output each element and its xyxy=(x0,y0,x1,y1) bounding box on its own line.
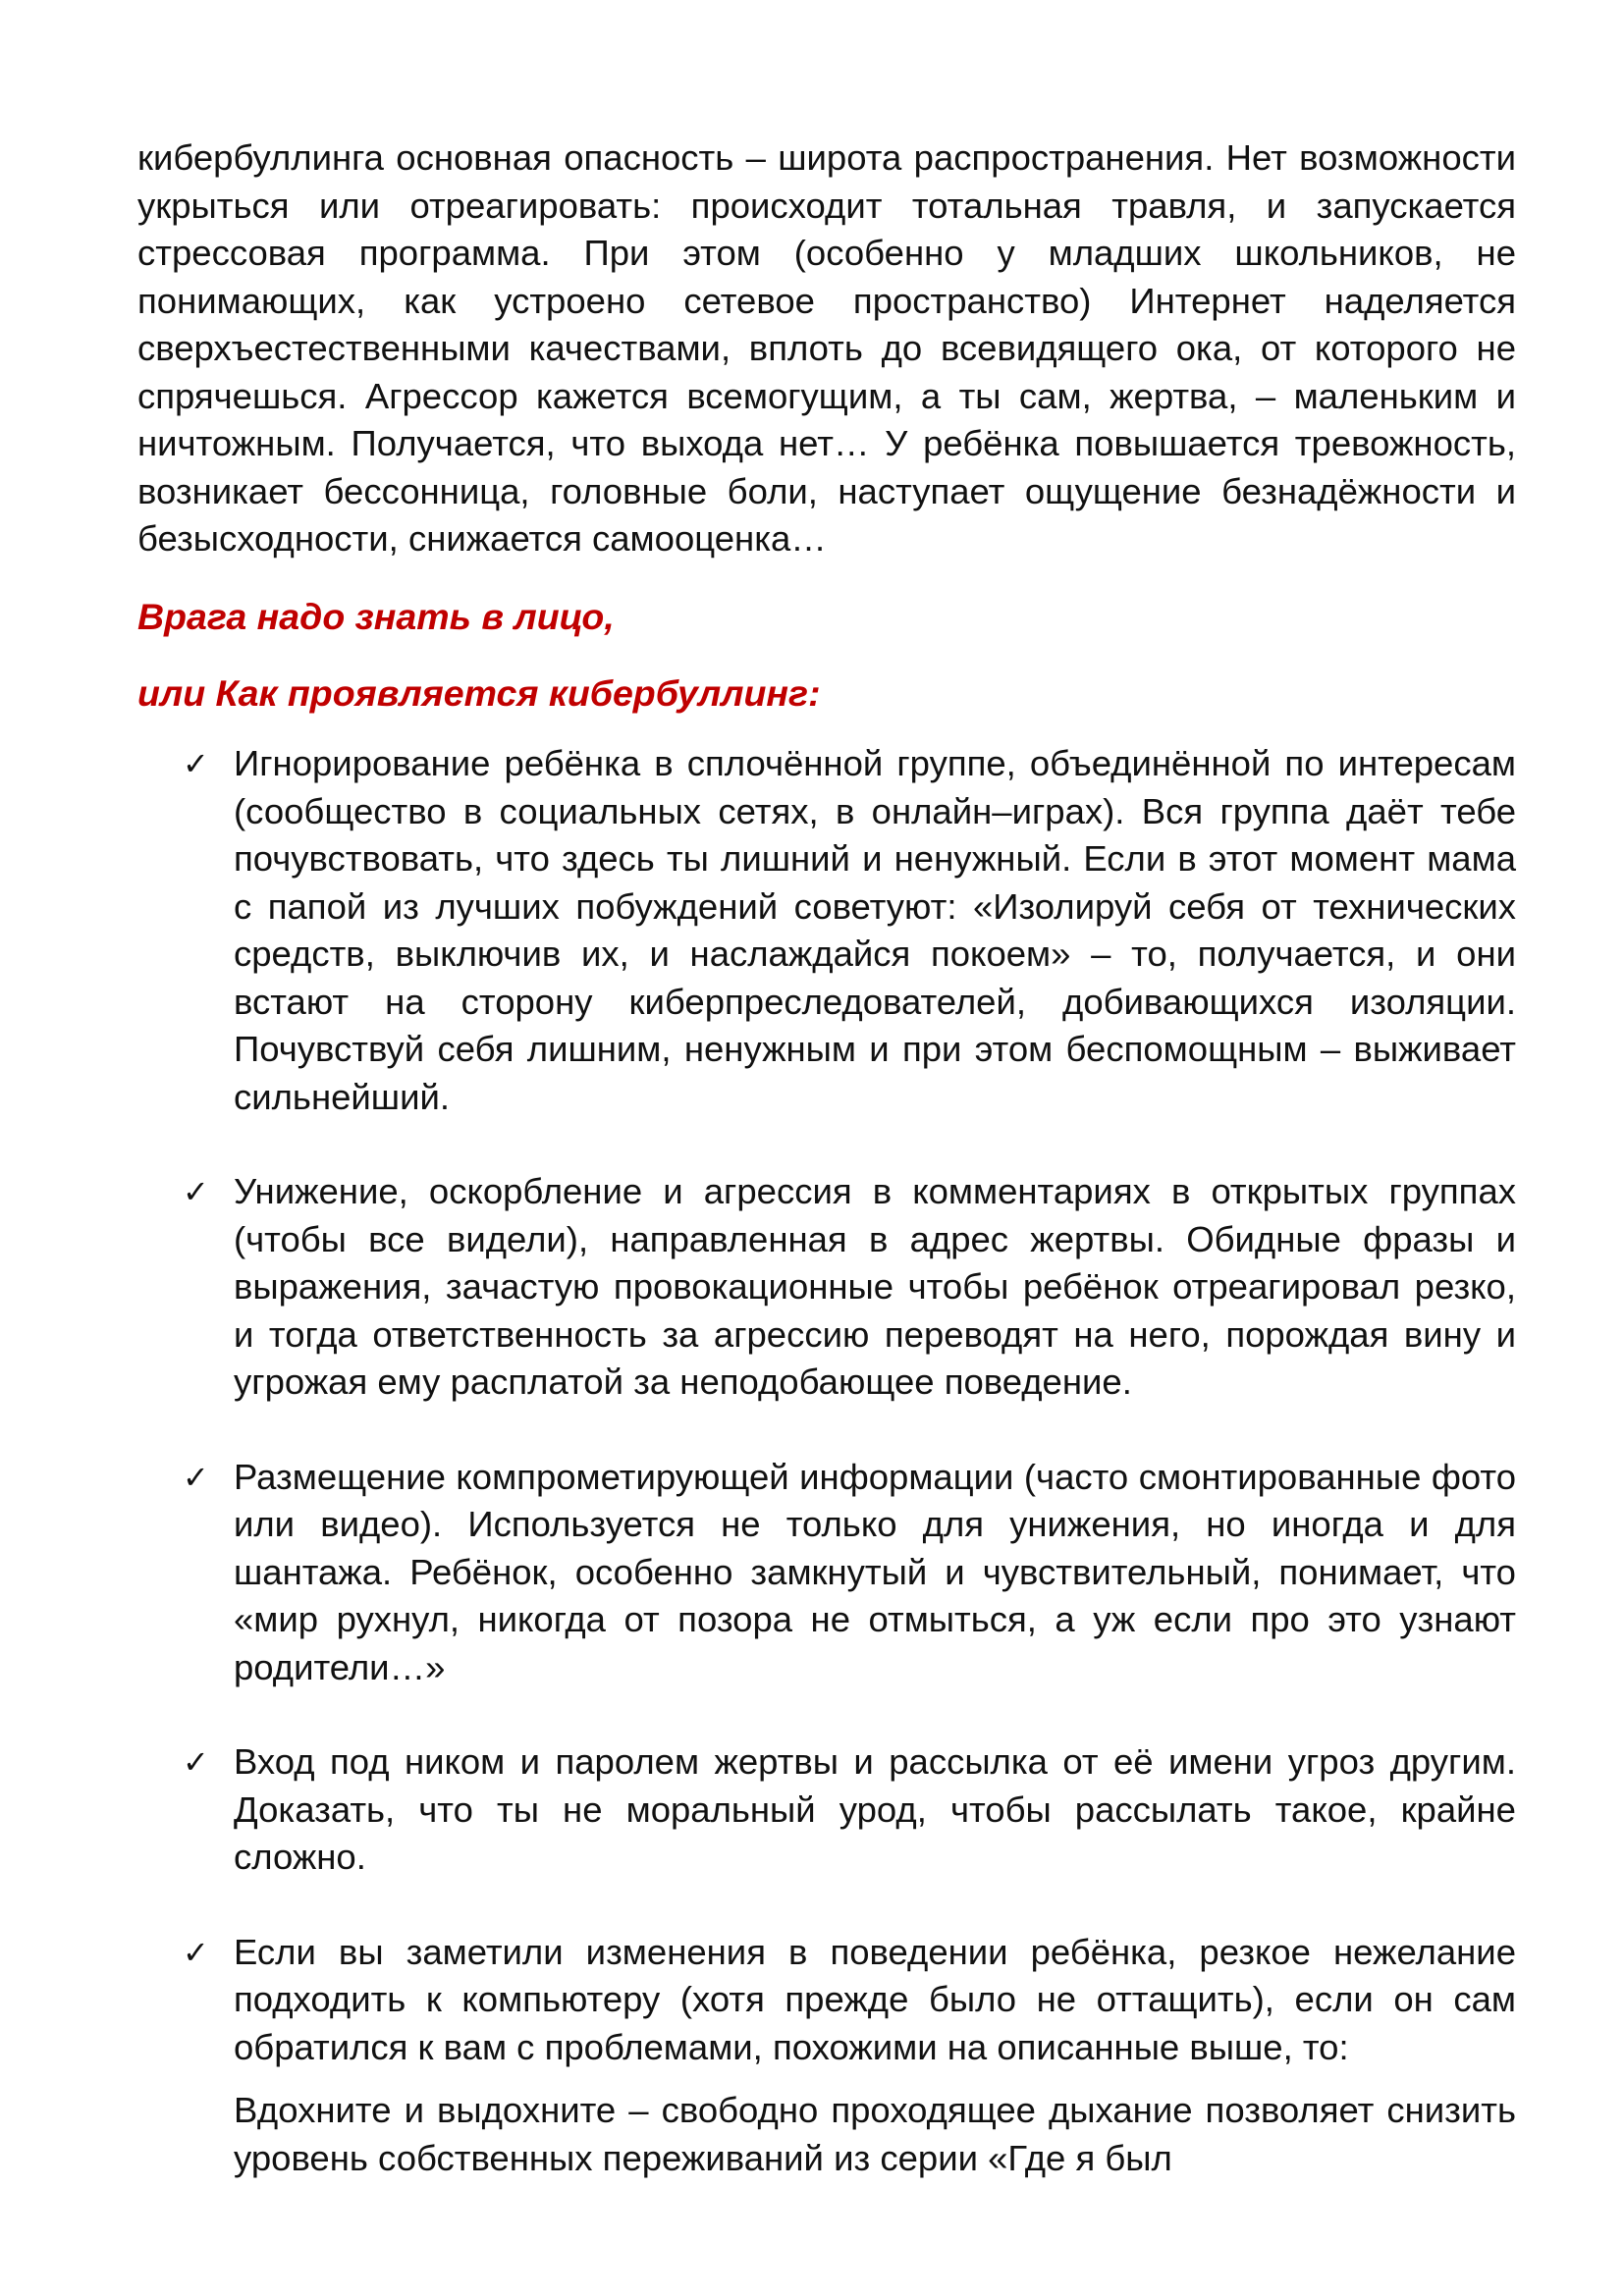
intro-paragraph: кибербуллинга основная опасность – широта распространения. Нет возможности укрыться или отреагировать: происходит тотальная травля, и запускается стрессовая программа. При этом (особенно у младших школьников, не понимающих, как устроено сетевое пространство) Интернет наделяется сверхъестественными качествами, вплоть до всевидящего ока, от которого не спрячешься. Агрессор кажется всемогущим, а ты сам, жертва, – маленьким и ничтожным. Получается, что выхода нет… У ребёнка повышается тревожность, возникает бессонница, головные боли, наступает ощущение безнадёжности и безысходности, снижается самооценка… xyxy=(137,137,1516,559)
section-heading-line2: или Как проявляется кибербуллинг: xyxy=(137,672,821,714)
list-item-text: Игнорирование ребёнка в сплочённой группе, объединённой по интересам (сообщество в социальных сетях, в онлайн–играх). Вся группа даёт тебе почувствовать, что здесь ты лишний и ненужный. Если в этот момент мама с папой из лучших побуждений советуют: «Изолируй себя от технических средств, выключив их, и наслаждайся покоем» – то, получается, и они встают на сторону киберпреследователей, добивающихся изоляции. Почувствуй себя лишним, ненужным и при этом беспомощным – выживает сильнейший. xyxy=(234,743,1516,1117)
list-item-text: Если вы заметили изменения в поведении ребёнка, резкое нежелание подходить к компьютеру (хотя прежде было не оттащить), если он сам обратился к вам с проблемами, похожими на описанные выше, то: xyxy=(234,1931,1516,2067)
list-item-subparagraph: Вдохните и выдохните – свободно проходящее дыхание позволяет снизить уровень собственных переживаний из серии «Где я был xyxy=(234,2090,1516,2178)
check-icon: ✓ xyxy=(183,745,209,782)
list-item xyxy=(183,1929,1516,2183)
list-item xyxy=(183,1738,1516,1882)
list-item-text: Вход под ником и паролем жертвы и рассылка от её имени угроз другим. Доказать, что ты не моральный урод, чтобы рассылать такое, крайне сложно. xyxy=(234,1741,1516,1877)
check-icon: ✓ xyxy=(183,1933,209,1971)
check-icon: ✓ xyxy=(183,1458,209,1496)
list-item-text: Размещение компрометирующей информации (часто смонтированные фото или видео). Используется не только для унижения, но иногда и для шантажа. Ребёнок, особенно замкнутый и чувствительный, понимает, что «мир рухнул, никогда от позора не отмыться, а уж если про это узнают родители…» xyxy=(234,1456,1516,1687)
list-item xyxy=(183,1168,1516,1407)
section-heading-line1: Врага надо знать в лицо, xyxy=(137,596,615,637)
list-item xyxy=(183,740,1516,1121)
check-icon: ✓ xyxy=(183,1743,209,1781)
list-item-text: Унижение, оскорбление и агрессия в комментариях в открытых группах (чтобы все видели), направленная в адрес жертвы. Обидные фразы и выражения, зачастую провокационные чтобы ребёнок отреагировал резко, и тогда ответственность за агрессию переводят на него, порождая вину и угрожая ему расплатой за неподобающее поведение. xyxy=(234,1171,1516,1402)
check-icon: ✓ xyxy=(183,1173,209,1210)
bullet-list xyxy=(183,740,1516,2229)
list-item xyxy=(183,1454,1516,1692)
